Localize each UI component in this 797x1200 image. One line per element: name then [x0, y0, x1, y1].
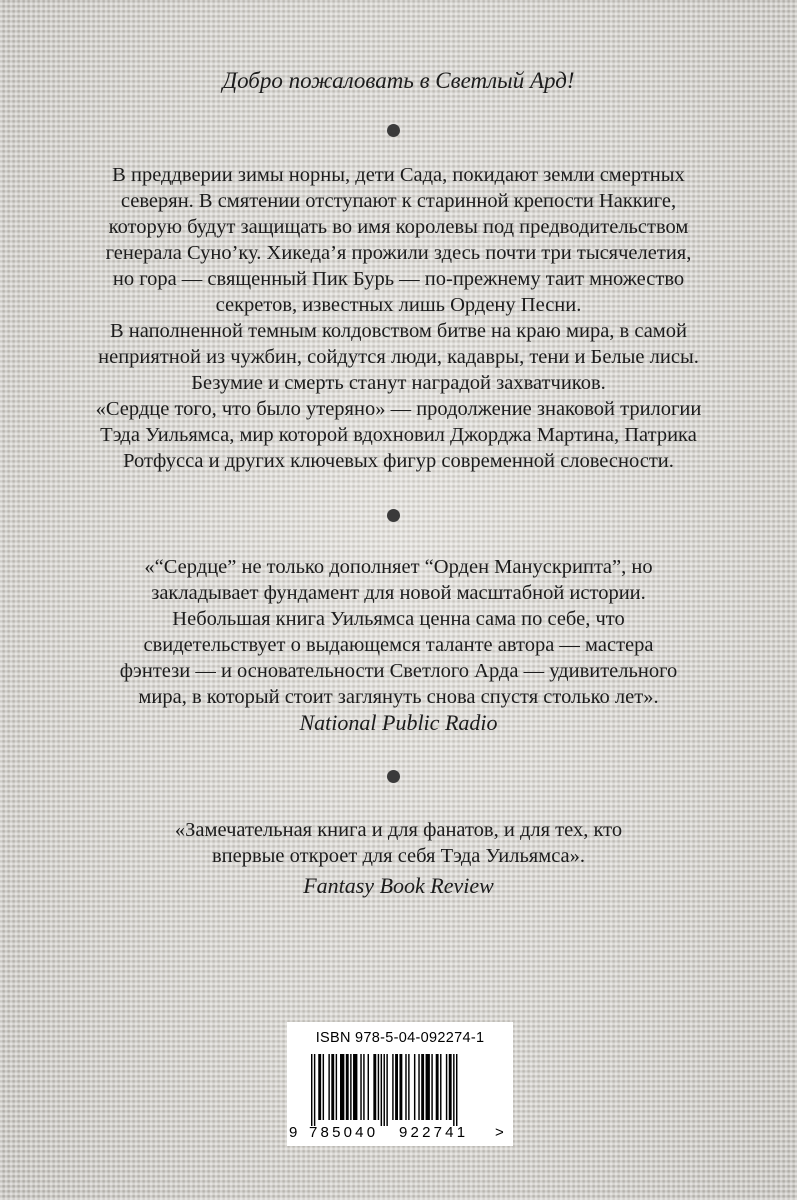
- barcode-bar: [414, 1054, 415, 1120]
- description-line: генерала Суно’ку. Хикеда’я прожили здесь почти три тысячелетия,: [105, 242, 692, 264]
- isbn-barcode: [287, 1022, 513, 1146]
- quote-source-fbr: Fantasy Book Review: [303, 873, 494, 898]
- barcode-bar: [436, 1054, 439, 1120]
- description-line: В наполненной темным колдовством битве на краю мира, в самой: [109, 320, 687, 342]
- quote-line: «Замечательная книга и для фанатов, и для тех, кто: [174, 819, 623, 841]
- quote-line: «“Сердце” не только дополняет “Орден Манускриптa”, но: [144, 556, 653, 578]
- barcode-bar: [368, 1054, 369, 1120]
- barcode-bar: [360, 1054, 361, 1120]
- description-line: секретов, известных лишь Ордену Песни.: [215, 294, 582, 316]
- barcode-bar: [426, 1054, 430, 1120]
- barcode-bar: [392, 1054, 393, 1120]
- barcode-bar: [384, 1054, 385, 1126]
- separator-dot-1: [387, 124, 400, 137]
- barcode-bar: [328, 1054, 329, 1120]
- barcode-digits-right: 922741: [399, 1124, 469, 1141]
- quote-line: свидетельствует о выдающемся таланте автора — мастера: [143, 634, 654, 656]
- barcode-bar: [453, 1054, 454, 1126]
- description-line: «Сердце того, что было утеряно» — продолжение знаковой трилогии: [95, 398, 702, 420]
- barcode-bar: [446, 1054, 447, 1120]
- barcode-bar: [311, 1054, 312, 1126]
- barcode-bar: [381, 1054, 382, 1126]
- barcode-bar: [378, 1054, 379, 1120]
- barcode-bar: [318, 1054, 321, 1120]
- description-line: северян. В смятении отступают к старинной крепости Наккиге,: [120, 190, 677, 212]
- quote-npr: [60, 554, 737, 710]
- barcode-bars: [297, 1054, 503, 1126]
- barcode-bar: [399, 1054, 402, 1120]
- isbn-text: ISBN 978-5-04-092274-1: [315, 1030, 485, 1046]
- description-line: Тэда Уильямса, мир которой вдохновил Джорджа Мартина, Патрика: [100, 424, 697, 446]
- barcode-bar: [323, 1054, 324, 1120]
- barcode-bar: [456, 1054, 457, 1126]
- description-line: неприятной из чужбин, сойдутся люди, кадавры, тени и Белые лисы.: [98, 346, 699, 368]
- separator-dot-3: [387, 770, 400, 783]
- barcode-bar: [449, 1054, 452, 1120]
- description-line: но гора — священный Пик Бурь — по-прежнему таит множество: [112, 268, 685, 290]
- description-line: Ротфусса и других ключевых фигур современной словесности.: [123, 450, 674, 472]
- quote-line: впервые откроет для себя Тэда Уильямса».: [211, 845, 586, 867]
- quote-line: фэнтези — и основательности Светлого Арда — удивительного: [119, 660, 678, 682]
- barcode-bar: [440, 1054, 441, 1120]
- barcode-bar: [314, 1054, 315, 1126]
- barcode-bar: [395, 1054, 398, 1120]
- barcode-bar: [421, 1054, 424, 1120]
- barcode-bar: [331, 1054, 334, 1120]
- barcode-digit-first: 9: [289, 1124, 298, 1141]
- barcode-bar: [346, 1054, 349, 1120]
- barcode-bar: [386, 1054, 387, 1126]
- quote-line: Небольшая книга Уильямса ценна сама по себе, что: [172, 608, 625, 630]
- quote-line: закладывает фундамент для новой масштабной истории.: [151, 582, 646, 604]
- barcode-bar: [353, 1054, 357, 1120]
- barcode-digits-left: 785040: [309, 1124, 379, 1141]
- quote-line: мира, в который стоит заглянуть снова спустя столько лет».: [138, 686, 659, 708]
- quote-source-npr: National Public Radio: [299, 710, 498, 735]
- barcode-bar: [350, 1054, 351, 1120]
- barcode-arrow: >: [495, 1124, 504, 1141]
- barcode-bar: [340, 1054, 344, 1120]
- description-block: [60, 162, 737, 474]
- barcode-bar: [373, 1054, 376, 1120]
- description-line: Безумие и смерть станут наградой захватчиков.: [191, 372, 606, 394]
- description-line: В преддверии зимы норны, дети Сада, покидают земли смертных: [112, 164, 685, 186]
- quote-fbr: [60, 817, 737, 869]
- barcode-bar: [405, 1054, 406, 1120]
- barcode-bar: [336, 1054, 337, 1120]
- barcode-bar: [431, 1054, 432, 1120]
- barcode-bar: [363, 1054, 364, 1120]
- barcode-bar: [408, 1054, 409, 1120]
- separator-dot-2: [387, 509, 400, 522]
- welcome-heading: Добро пожаловать в Светлый Ард!: [222, 68, 575, 93]
- barcode-bar: [418, 1054, 419, 1120]
- description-line: которую будут защищать во имя королевы под предводительством: [108, 216, 689, 238]
